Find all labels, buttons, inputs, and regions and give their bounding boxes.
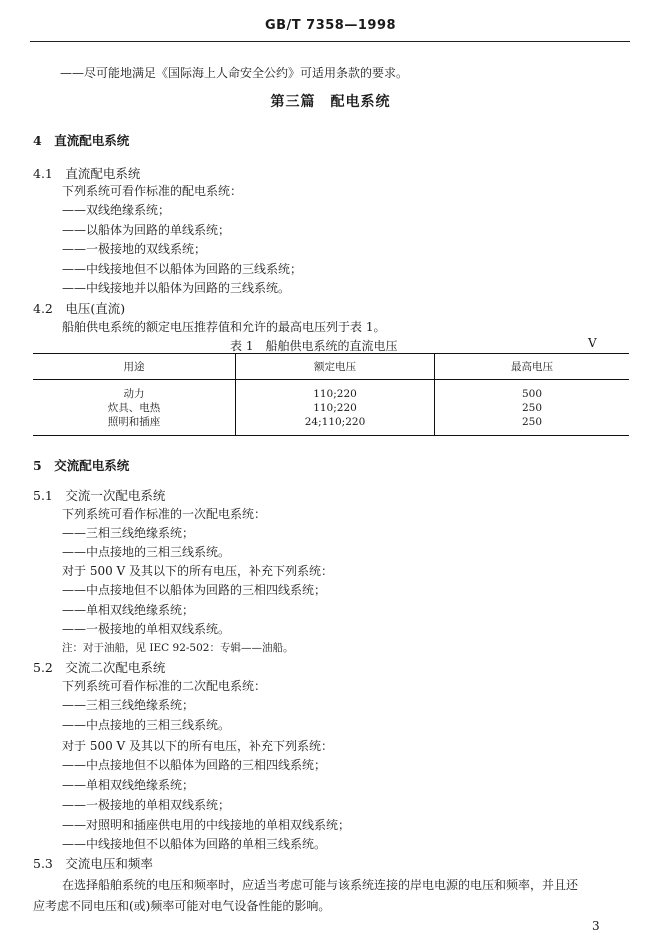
table-unit: V	[588, 336, 597, 350]
section-5-1-note: 注：对于油船，见 IEC 92-502：专辑——油船。	[62, 642, 294, 654]
section-5-3-text-line1: 在选择船舶系统的电压和频率时，应适当考虑可能与该系统连接的岸电电源的电压和频率，并且还	[62, 878, 579, 892]
section-5-3-text-line2: 应考虑不同电压和(或)频率可能对电气设备性能的影响。	[33, 899, 331, 913]
table-cell: 110;220	[236, 401, 435, 415]
column-header: 额定电压	[236, 354, 435, 380]
list-item: ——一极接地的双线系统；	[62, 242, 207, 256]
document-header: GB/T 7358—1998	[264, 18, 397, 33]
table-cell: 照明和插座	[33, 415, 236, 436]
table-cell: 动力	[123, 388, 145, 400]
column-header: 最高电压	[435, 354, 630, 380]
section-5-2-title: 5.2 交流二次配电系统	[33, 660, 166, 675]
list-item: ——三相三线绝缘系统；	[62, 698, 195, 712]
list-item: ——中线接地但不以船体为回路的三线系统；	[62, 262, 303, 276]
list-item: ——中点接地但不以船体为回路的三相四线系统；	[62, 583, 327, 597]
header-rule	[30, 41, 630, 42]
section-4-2-text: 船舶供电系统的额定电压推荐值和允许的最高电压列于表 1。	[62, 320, 386, 334]
part-title: 第三篇 配电系统	[270, 94, 391, 110]
list-item: ——单相双线绝缘系统；	[62, 778, 195, 792]
table-cell: 500	[435, 380, 630, 402]
list-item: ——中线接地但不以船体为回路的单相三线系统。	[62, 837, 327, 851]
table-header-row	[33, 354, 629, 380]
table-cell: 250	[435, 401, 630, 415]
section-5-1-lead: 下列系统可看作标准的一次配电系统：	[62, 507, 267, 521]
table-cell: 250	[435, 415, 630, 436]
page-number: 3	[592, 919, 600, 933]
intro-line: ——尽可能地满足《国际海上人命安全公约》可适用条款的要求。	[60, 66, 409, 80]
table-cell: 炊具、电热	[107, 402, 161, 414]
column-header: 用途	[33, 354, 236, 380]
section-5-3-title: 5.3 交流电压和频率	[33, 856, 153, 871]
section-5-title: 5 交流配电系统	[33, 458, 130, 473]
section-5-2-lead2: 对于 500 V 及其以下的所有电压，补充下列系统：	[62, 739, 334, 753]
section-5-2-lead: 下列系统可看作标准的二次配电系统：	[62, 679, 267, 693]
section-5-1-lead2: 对于 500 V 及其以下的所有电压，补充下列系统：	[62, 564, 334, 578]
section-4-2-title: 4.2 电压(直流)	[33, 301, 126, 316]
list-item: ——中点接地的三相三线系统。	[62, 718, 231, 732]
voltage-table	[33, 353, 629, 436]
table-caption: 表 1 船舶供电系统的直流电压	[230, 339, 398, 353]
list-item: ——中点接地但不以船体为回路的三相四线系统；	[62, 758, 327, 772]
list-item: ——双线绝缘系统；	[62, 203, 171, 217]
section-4-title: 4 直流配电系统	[33, 133, 130, 148]
section-5-1-title: 5.1 交流一次配电系统	[33, 488, 166, 503]
list-item: ——对照明和插座供电用的中线接地的单相双线系统；	[62, 818, 351, 832]
list-item: ——单相双线绝缘系统；	[62, 603, 195, 617]
list-item: ——中线接地并以船体为回路的三线系统。	[62, 281, 291, 295]
table-row	[33, 415, 629, 436]
list-item: ——中点接地的三相三线系统。	[62, 545, 231, 559]
table-cell: 110;220	[236, 380, 435, 402]
list-item: ——一极接地的单相双线系统；	[62, 798, 231, 812]
table-row	[33, 401, 629, 415]
table-row	[33, 380, 629, 402]
table-cell: 24;110;220	[236, 415, 435, 436]
section-4-1-lead: 下列系统可看作标准的配电系统：	[62, 184, 243, 198]
list-item: ——一极接地的单相双线系统。	[62, 622, 231, 636]
list-item: ——以船体为回路的单线系统；	[62, 223, 231, 237]
section-4-1-title: 4.1 直流配电系统	[33, 166, 141, 181]
list-item: ——三相三线绝缘系统；	[62, 526, 195, 540]
